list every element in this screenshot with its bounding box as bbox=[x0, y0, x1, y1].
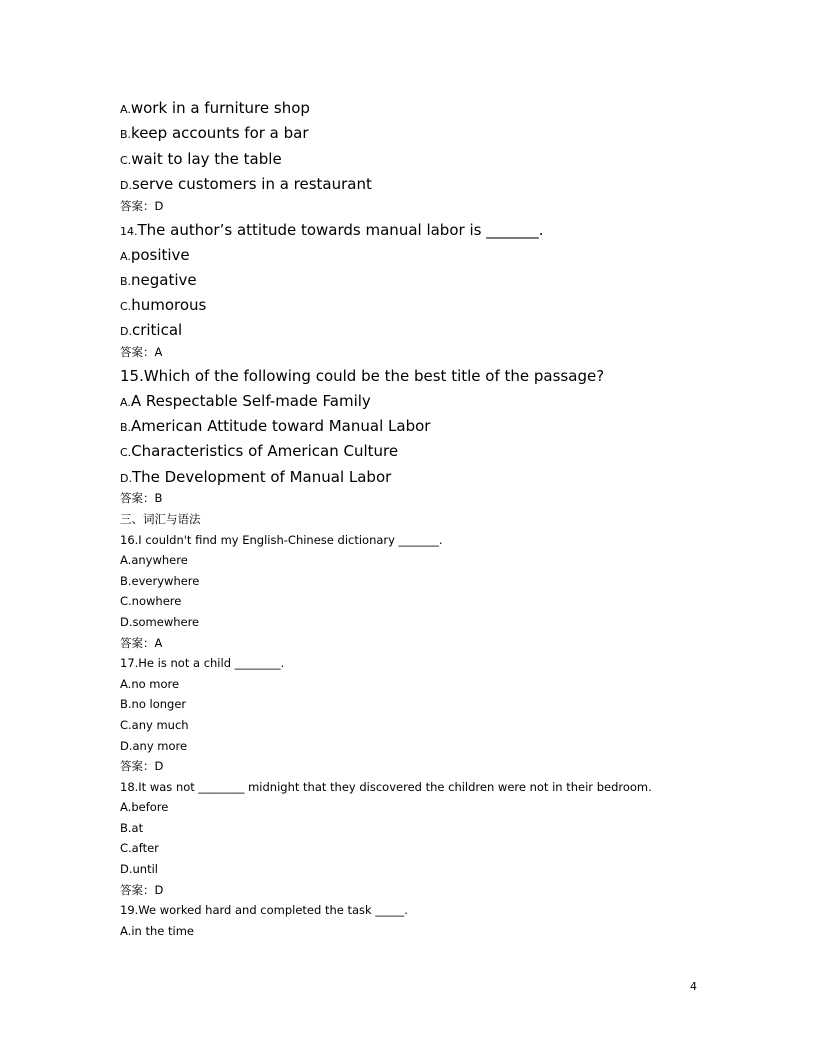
q14-option-a: A.positive bbox=[120, 246, 190, 264]
q13-option-c: C.wait to lay the table bbox=[120, 150, 282, 168]
q15-question: 15.Which of the following could be the best title of the passage? bbox=[120, 367, 605, 385]
q14-question: 14.The author’s attitude towards manual labor is _______. bbox=[120, 221, 544, 239]
q13-option-b: B.keep accounts for a bar bbox=[120, 124, 309, 142]
section-heading: 三、词汇与语法 bbox=[120, 512, 201, 526]
q18-answer: 答案：D bbox=[120, 883, 164, 897]
q16-option-c: C.nowhere bbox=[120, 594, 182, 608]
q16-question: 16.I couldn't find my English-Chinese dictionary _______. bbox=[120, 533, 443, 547]
q16-answer: 答案：A bbox=[120, 636, 163, 650]
q18-option-a: A.before bbox=[120, 800, 169, 814]
q17-option-d: D.any more bbox=[120, 739, 188, 753]
q17-question: 17.He is not a child ________. bbox=[120, 656, 285, 670]
q17-option-a: A.no more bbox=[120, 677, 180, 691]
q15-option-d: D.The Development of Manual Labor bbox=[120, 468, 392, 486]
q16-option-a: A.anywhere bbox=[120, 553, 188, 567]
q18-option-b: B.at bbox=[120, 821, 144, 835]
page-number: 4 bbox=[690, 980, 697, 993]
q13-answer: 答案：D bbox=[120, 199, 164, 213]
q14-option-c: C.humorous bbox=[120, 296, 207, 314]
q14-answer: 答案：A bbox=[120, 345, 163, 359]
q16-option-d: D.somewhere bbox=[120, 615, 200, 629]
q15-option-b: B.American Attitude toward Manual Labor bbox=[120, 417, 431, 435]
q15-option-a: A.A Respectable Self-made Family bbox=[120, 392, 371, 410]
q18-question: 18.It was not ________ midnight that they discovered the children were not in their bedroom. bbox=[120, 780, 652, 794]
q14-option-d: D.critical bbox=[120, 321, 183, 339]
q18-option-c: C.after bbox=[120, 841, 159, 855]
q18-option-d: D.until bbox=[120, 862, 158, 876]
q13-option-a: A.work in a furniture shop bbox=[120, 99, 310, 117]
q15-answer: 答案：B bbox=[120, 491, 163, 505]
q15-option-c: C.Characteristics of American Culture bbox=[120, 442, 399, 460]
q17-answer: 答案：D bbox=[120, 759, 164, 773]
q14-option-b: B.negative bbox=[120, 271, 197, 289]
q16-option-b: B.everywhere bbox=[120, 574, 200, 588]
q17-option-b: B.no longer bbox=[120, 697, 187, 711]
q13-option-d: D.serve customers in a restaurant bbox=[120, 175, 372, 193]
q19-question: 19.We worked hard and completed the task _____. bbox=[120, 903, 408, 917]
q19-option-a: A.in the time bbox=[120, 924, 194, 938]
q17-option-c: C.any much bbox=[120, 718, 189, 732]
